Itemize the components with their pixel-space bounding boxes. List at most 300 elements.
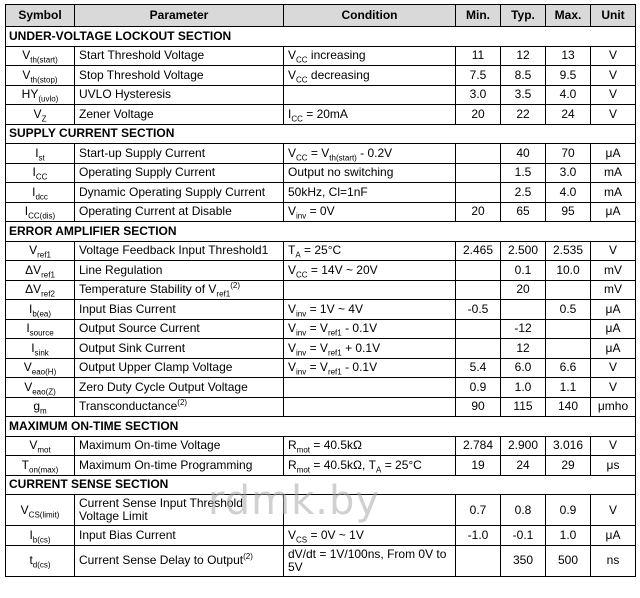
symbol-subscript: (uvlo) xyxy=(38,94,59,104)
symbol-cell xyxy=(6,397,75,417)
parameter-cell xyxy=(75,526,284,546)
parameter-text: Dynamic Operating Supply Current xyxy=(79,184,266,199)
max-cell: 29 xyxy=(546,456,591,476)
parameter-cell xyxy=(75,85,284,105)
condition-subscript: inv xyxy=(296,367,307,377)
condition-subscript: mot xyxy=(296,445,311,455)
max-cell: 24 xyxy=(546,105,591,125)
section-row-uvlo xyxy=(6,27,636,47)
typ-cell: 8.5 xyxy=(501,66,546,86)
condition-text: decreasing xyxy=(307,67,370,82)
typ-cell: 2.500 xyxy=(501,241,546,261)
symbol-cell xyxy=(6,183,75,203)
max-cell: 4.0 xyxy=(546,183,591,203)
condition-cell xyxy=(284,261,456,281)
parameter-text: Maximum On-time Voltage xyxy=(79,438,221,453)
parameter-cell xyxy=(75,397,284,417)
parameter-cell xyxy=(75,241,284,261)
table-row xyxy=(6,339,636,359)
condition-text: = V xyxy=(306,321,328,336)
condition-subscript: ref1 xyxy=(327,348,342,358)
condition-subscript: inv xyxy=(296,348,307,358)
symbol-cell xyxy=(6,526,75,546)
min-cell: 2.465 xyxy=(456,241,501,261)
typ-cell: -12 xyxy=(501,319,546,339)
condition-cell xyxy=(284,183,456,203)
typ-cell: 24 xyxy=(501,456,546,476)
condition-subscript: ref1 xyxy=(327,328,342,338)
condition-cell xyxy=(284,436,456,456)
parameter-text: Input Bias Current xyxy=(79,301,176,316)
max-cell: 1.1 xyxy=(546,378,591,398)
symbol-cell xyxy=(6,280,75,300)
parameter-text: Voltage Feedback Input Threshold1 xyxy=(79,243,269,258)
condition-text: increasing xyxy=(307,48,366,63)
symbol-text: V xyxy=(23,360,32,375)
table-row xyxy=(6,495,636,526)
condition-text: V xyxy=(288,67,297,82)
symbol-text: V xyxy=(22,67,31,82)
max-cell: 500 xyxy=(546,545,591,576)
max-cell: 9.5 xyxy=(546,66,591,86)
symbol-subscript: d(cs) xyxy=(32,560,51,570)
parameter-text: Current Sense Delay to Output xyxy=(79,553,244,567)
condition-text: = V xyxy=(306,340,328,355)
max-cell: 10.0 xyxy=(546,261,591,281)
symbol-cell xyxy=(6,545,75,576)
symbol-subscript: mot xyxy=(37,445,51,455)
condition-cell xyxy=(284,144,456,164)
condition-subscript: CC xyxy=(296,55,308,65)
unit-cell: mA xyxy=(591,183,636,203)
condition-text: = 14V ~ 20V xyxy=(307,262,378,277)
min-cell xyxy=(456,163,501,183)
condition-text: R xyxy=(288,457,297,472)
symbol-cell xyxy=(6,163,75,183)
parameter-text: Zero Duty Cycle Output Voltage xyxy=(79,379,248,394)
unit-cell: V xyxy=(591,66,636,86)
condition-text: V xyxy=(288,360,297,375)
max-cell xyxy=(546,280,591,300)
condition-cell xyxy=(284,280,456,300)
max-cell xyxy=(546,319,591,339)
symbol-text: g xyxy=(33,399,40,414)
condition-subscript: A xyxy=(295,250,301,260)
typ-cell: 0.8 xyxy=(501,495,546,526)
condition-cell xyxy=(284,526,456,546)
parameter-text: Start-up Supply Current xyxy=(79,145,206,160)
table-row xyxy=(6,183,636,203)
watermark: rdmk.by xyxy=(208,478,381,524)
symbol-cell xyxy=(6,261,75,281)
header-unit: Unit xyxy=(591,5,636,27)
condition-text: Output no switching xyxy=(288,165,394,180)
typ-cell: 6.0 xyxy=(501,358,546,378)
symbol-subscript: CC(dis) xyxy=(28,211,56,221)
symbol-subscript: on(max) xyxy=(29,465,59,475)
symbol-text: V xyxy=(22,48,31,63)
parameter-text: Output Source Current xyxy=(79,321,200,336)
symbol-text: T xyxy=(21,457,29,472)
unit-cell: V xyxy=(591,85,636,105)
symbol-cell xyxy=(6,456,75,476)
symbol-text: V xyxy=(29,243,38,258)
condition-text: R xyxy=(288,438,297,453)
condition-text: V xyxy=(288,145,297,160)
unit-cell: ns xyxy=(591,545,636,576)
parameter-note: (2) xyxy=(177,398,188,408)
unit-cell: μA xyxy=(591,300,636,320)
unit-cell: V xyxy=(591,495,636,526)
header-row xyxy=(6,5,636,27)
max-cell: 0.9 xyxy=(546,495,591,526)
parameter-cell xyxy=(75,358,284,378)
unit-cell: μA xyxy=(591,526,636,546)
symbol-cell xyxy=(6,46,75,66)
parameter-cell xyxy=(75,202,284,222)
unit-cell: V xyxy=(591,105,636,125)
parameter-text: Line Regulation xyxy=(79,262,163,277)
section-title: UNDER-VOLTAGE LOCKOUT SECTION xyxy=(6,27,636,47)
parameter-cell xyxy=(75,144,284,164)
condition-text: dV/dt = 1V/100ns, From 0V to 5V xyxy=(288,546,447,574)
symbol-cell xyxy=(6,66,75,86)
typ-cell: 1.5 xyxy=(501,163,546,183)
symbol-subscript: th(start) xyxy=(30,55,58,65)
symbol-text: V xyxy=(24,379,33,394)
symbol-cell xyxy=(6,339,75,359)
table-row xyxy=(6,319,636,339)
parameter-cell xyxy=(75,261,284,281)
condition-subscript: CC xyxy=(296,153,308,163)
condition-subscript: inv xyxy=(296,309,307,319)
condition-text: = V xyxy=(307,145,330,160)
condition-subscript: CC xyxy=(291,114,303,124)
parameter-cell xyxy=(75,495,284,526)
symbol-text: I xyxy=(24,204,29,219)
header-typ: Typ. xyxy=(501,5,546,27)
parameter-cell xyxy=(75,319,284,339)
parameter-text: Stop Threshold Voltage xyxy=(79,67,204,82)
condition-text: - 0.1V xyxy=(341,321,378,336)
min-cell: -0.5 xyxy=(456,300,501,320)
symbol-cell xyxy=(6,202,75,222)
symbol-subscript: ref1 xyxy=(37,250,51,260)
typ-cell: 2.900 xyxy=(501,436,546,456)
table-row xyxy=(6,202,636,222)
table-row xyxy=(6,545,636,576)
parameter-text: Maximum On-time Programming xyxy=(79,457,253,472)
symbol-text: I xyxy=(29,527,33,542)
min-cell: 11 xyxy=(456,46,501,66)
max-cell xyxy=(546,339,591,359)
min-cell xyxy=(456,183,501,203)
parameter-text: Current Sense Input Threshold Voltage Limit xyxy=(79,496,243,523)
unit-cell: V xyxy=(591,46,636,66)
condition-text: = 1V ~ 4V xyxy=(306,301,363,316)
typ-cell: 65 xyxy=(501,202,546,222)
symbol-subscript: m xyxy=(40,406,47,416)
parameter-note: (2) xyxy=(243,552,253,561)
parameter-cell xyxy=(75,300,284,320)
header-min: Min. xyxy=(456,5,501,27)
parameter-text: Output Sink Current xyxy=(79,340,186,355)
unit-cell: V xyxy=(591,241,636,261)
symbol-cell xyxy=(6,495,75,526)
symbol-text: I xyxy=(32,184,36,199)
unit-cell: μA xyxy=(591,202,636,222)
condition-subscript: th(start) xyxy=(329,153,357,163)
condition-cell xyxy=(284,397,456,417)
symbol-cell xyxy=(6,300,75,320)
unit-cell: V xyxy=(591,358,636,378)
condition-subscript: CS xyxy=(296,535,308,545)
condition-cell xyxy=(284,85,456,105)
symbol-subscript: source xyxy=(29,328,54,338)
condition-text: = 25°C xyxy=(381,457,422,472)
min-cell: 0.7 xyxy=(456,495,501,526)
table-row xyxy=(6,46,636,66)
table-row xyxy=(6,436,636,456)
parameter-cell xyxy=(75,105,284,125)
unit-cell: V xyxy=(591,378,636,398)
section-row-current xyxy=(6,475,636,495)
parameter-text: Operating Current at Disable xyxy=(79,204,232,219)
header-parameter: Parameter xyxy=(75,5,284,27)
max-cell: 2.535 xyxy=(546,241,591,261)
parameter-note: (2) xyxy=(230,281,240,291)
table-row xyxy=(6,300,636,320)
condition-cell xyxy=(284,163,456,183)
min-cell xyxy=(456,319,501,339)
condition-text: = 25°C xyxy=(300,243,342,258)
symbol-cell xyxy=(6,241,75,261)
unit-cell: μA xyxy=(591,319,636,339)
condition-cell xyxy=(284,456,456,476)
condition-cell xyxy=(284,339,456,359)
min-cell: -1.0 xyxy=(456,526,501,546)
symbol-cell xyxy=(6,436,75,456)
condition-text: V xyxy=(288,321,297,336)
typ-cell xyxy=(501,300,546,320)
condition-text: = 0V xyxy=(306,204,335,219)
min-cell xyxy=(456,545,501,576)
parameter-text: Start Threshold Voltage xyxy=(79,48,205,63)
unit-cell: mV xyxy=(591,280,636,300)
table-row xyxy=(6,66,636,86)
parameter-cell xyxy=(75,66,284,86)
parameter-text: Transconductance xyxy=(79,399,178,414)
min-cell: 2.784 xyxy=(456,436,501,456)
min-cell: 0.9 xyxy=(456,378,501,398)
parameter-cell xyxy=(75,163,284,183)
table-row xyxy=(6,397,636,417)
typ-cell: 20 xyxy=(501,280,546,300)
min-cell xyxy=(456,280,501,300)
typ-cell: 12 xyxy=(501,339,546,359)
symbol-text: ΔV xyxy=(25,262,42,277)
condition-cell xyxy=(284,545,456,576)
parameter-cell xyxy=(75,183,284,203)
condition-cell xyxy=(284,300,456,320)
condition-subscript: inv xyxy=(296,328,307,338)
condition-text: V xyxy=(288,527,297,542)
table-row xyxy=(6,456,636,476)
unit-cell: μA xyxy=(591,144,636,164)
header-condition: Condition xyxy=(284,5,456,27)
symbol-subscript: sink xyxy=(34,348,49,358)
typ-cell: -0.1 xyxy=(501,526,546,546)
condition-text: V xyxy=(288,204,297,219)
condition-text: = 0V ~ 1V xyxy=(307,527,364,542)
symbol-text: I xyxy=(31,340,35,355)
header-max: Max. xyxy=(546,5,591,27)
symbol-subscript: b(cs) xyxy=(32,535,51,545)
parameter-subscript: ref1 xyxy=(216,289,231,299)
table-row xyxy=(6,241,636,261)
unit-cell: mV xyxy=(591,261,636,281)
min-cell: 5.4 xyxy=(456,358,501,378)
symbol-subscript: st xyxy=(38,153,45,163)
min-cell xyxy=(456,339,501,359)
condition-text: = 40.5kΩ, T xyxy=(310,457,377,472)
table-row xyxy=(6,378,636,398)
parameter-cell xyxy=(75,46,284,66)
symbol-subscript: eao(Z) xyxy=(32,387,56,397)
symbol-subscript: ref1 xyxy=(41,270,55,280)
symbol-cell xyxy=(6,319,75,339)
max-cell: 95 xyxy=(546,202,591,222)
min-cell: 19 xyxy=(456,456,501,476)
typ-cell: 1.0 xyxy=(501,378,546,398)
min-cell: 90 xyxy=(456,397,501,417)
condition-text: + 0.1V xyxy=(341,340,381,355)
condition-text: T xyxy=(288,243,296,258)
section-title: CURRENT SENSE SECTION xyxy=(6,475,636,495)
symbol-text: V xyxy=(33,106,42,121)
parameter-text: UVLO Hysteresis xyxy=(79,87,172,102)
parameter-text: Zener Voltage xyxy=(79,106,154,121)
condition-cell xyxy=(284,241,456,261)
parameter-text: Input Bias Current xyxy=(79,527,176,542)
parameter-cell xyxy=(75,436,284,456)
unit-cell: μmho xyxy=(591,397,636,417)
typ-cell: 3.5 xyxy=(501,85,546,105)
condition-text: V xyxy=(288,262,297,277)
table-row xyxy=(6,163,636,183)
max-cell: 70 xyxy=(546,144,591,164)
section-title: SUPPLY CURRENT SECTION xyxy=(6,124,636,144)
condition-cell xyxy=(284,105,456,125)
table-row xyxy=(6,261,636,281)
parameter-cell xyxy=(75,456,284,476)
parameter-cell xyxy=(75,339,284,359)
condition-text: V xyxy=(288,48,297,63)
condition-text: = 40.5kΩ xyxy=(310,438,363,453)
min-cell: 7.5 xyxy=(456,66,501,86)
symbol-cell xyxy=(6,358,75,378)
min-cell: 20 xyxy=(456,202,501,222)
condition-cell xyxy=(284,202,456,222)
min-cell xyxy=(456,261,501,281)
symbol-text: I xyxy=(35,145,39,160)
symbol-subscript: CC xyxy=(35,172,48,182)
condition-subscript: CC xyxy=(296,75,308,85)
condition-text: 50kHz, Cl=1nF xyxy=(288,184,368,199)
condition-subscript: A xyxy=(376,465,382,475)
condition-subscript: mot xyxy=(296,465,311,475)
symbol-text: I xyxy=(32,165,36,180)
condition-text: = V xyxy=(306,360,328,375)
table-row xyxy=(6,85,636,105)
symbol-cell xyxy=(6,378,75,398)
typ-cell: 0.1 xyxy=(501,261,546,281)
symbol-text: I xyxy=(28,301,33,316)
table-body xyxy=(6,27,636,577)
condition-subscript: ref1 xyxy=(327,367,342,377)
typ-cell: 2.5 xyxy=(501,183,546,203)
symbol-text: I xyxy=(26,321,30,336)
min-cell: 3.0 xyxy=(456,85,501,105)
parameter-cell xyxy=(75,545,284,576)
max-cell: 4.0 xyxy=(546,85,591,105)
typ-cell: 350 xyxy=(501,545,546,576)
symbol-text: ΔV xyxy=(25,282,42,297)
header-symbol: Symbol xyxy=(6,5,75,27)
symbol-subscript: dcc xyxy=(35,192,48,202)
symbol-text: t xyxy=(29,553,33,567)
symbol-text: V xyxy=(29,438,38,453)
parameter-text: Output Upper Clamp Voltage xyxy=(79,360,233,375)
condition-cell xyxy=(284,319,456,339)
condition-subscript: inv xyxy=(296,211,307,221)
symbol-cell xyxy=(6,85,75,105)
condition-cell xyxy=(284,46,456,66)
condition-cell xyxy=(284,66,456,86)
unit-cell: V xyxy=(591,436,636,456)
electrical-characteristics-table xyxy=(5,4,636,577)
section-row-ontime xyxy=(6,417,636,437)
unit-cell: μs xyxy=(591,456,636,476)
table-row xyxy=(6,144,636,164)
typ-cell: 115 xyxy=(501,397,546,417)
symbol-subscript: CS(limit) xyxy=(28,509,60,519)
symbol-cell xyxy=(6,105,75,125)
parameter-text: Operating Supply Current xyxy=(79,165,216,180)
condition-cell xyxy=(284,378,456,398)
condition-text: = 20mA xyxy=(302,106,348,121)
symbol-text: V xyxy=(20,502,29,517)
max-cell: 140 xyxy=(546,397,591,417)
section-row-error xyxy=(6,222,636,242)
parameter-text: Temperature Stability of V xyxy=(79,282,217,297)
typ-cell: 12 xyxy=(501,46,546,66)
condition-cell xyxy=(284,495,456,526)
max-cell: 1.0 xyxy=(546,526,591,546)
condition-cell xyxy=(284,358,456,378)
symbol-subscript: ref2 xyxy=(41,289,55,299)
max-cell: 0.5 xyxy=(546,300,591,320)
section-row-supply xyxy=(6,124,636,144)
parameter-cell xyxy=(75,378,284,398)
max-cell: 13 xyxy=(546,46,591,66)
condition-subscript: CC xyxy=(296,270,308,280)
table-row xyxy=(6,280,636,300)
unit-cell: mA xyxy=(591,163,636,183)
unit-cell: μA xyxy=(591,339,636,359)
symbol-subscript: eao(H) xyxy=(31,367,57,377)
symbol-text: HY xyxy=(21,87,39,102)
